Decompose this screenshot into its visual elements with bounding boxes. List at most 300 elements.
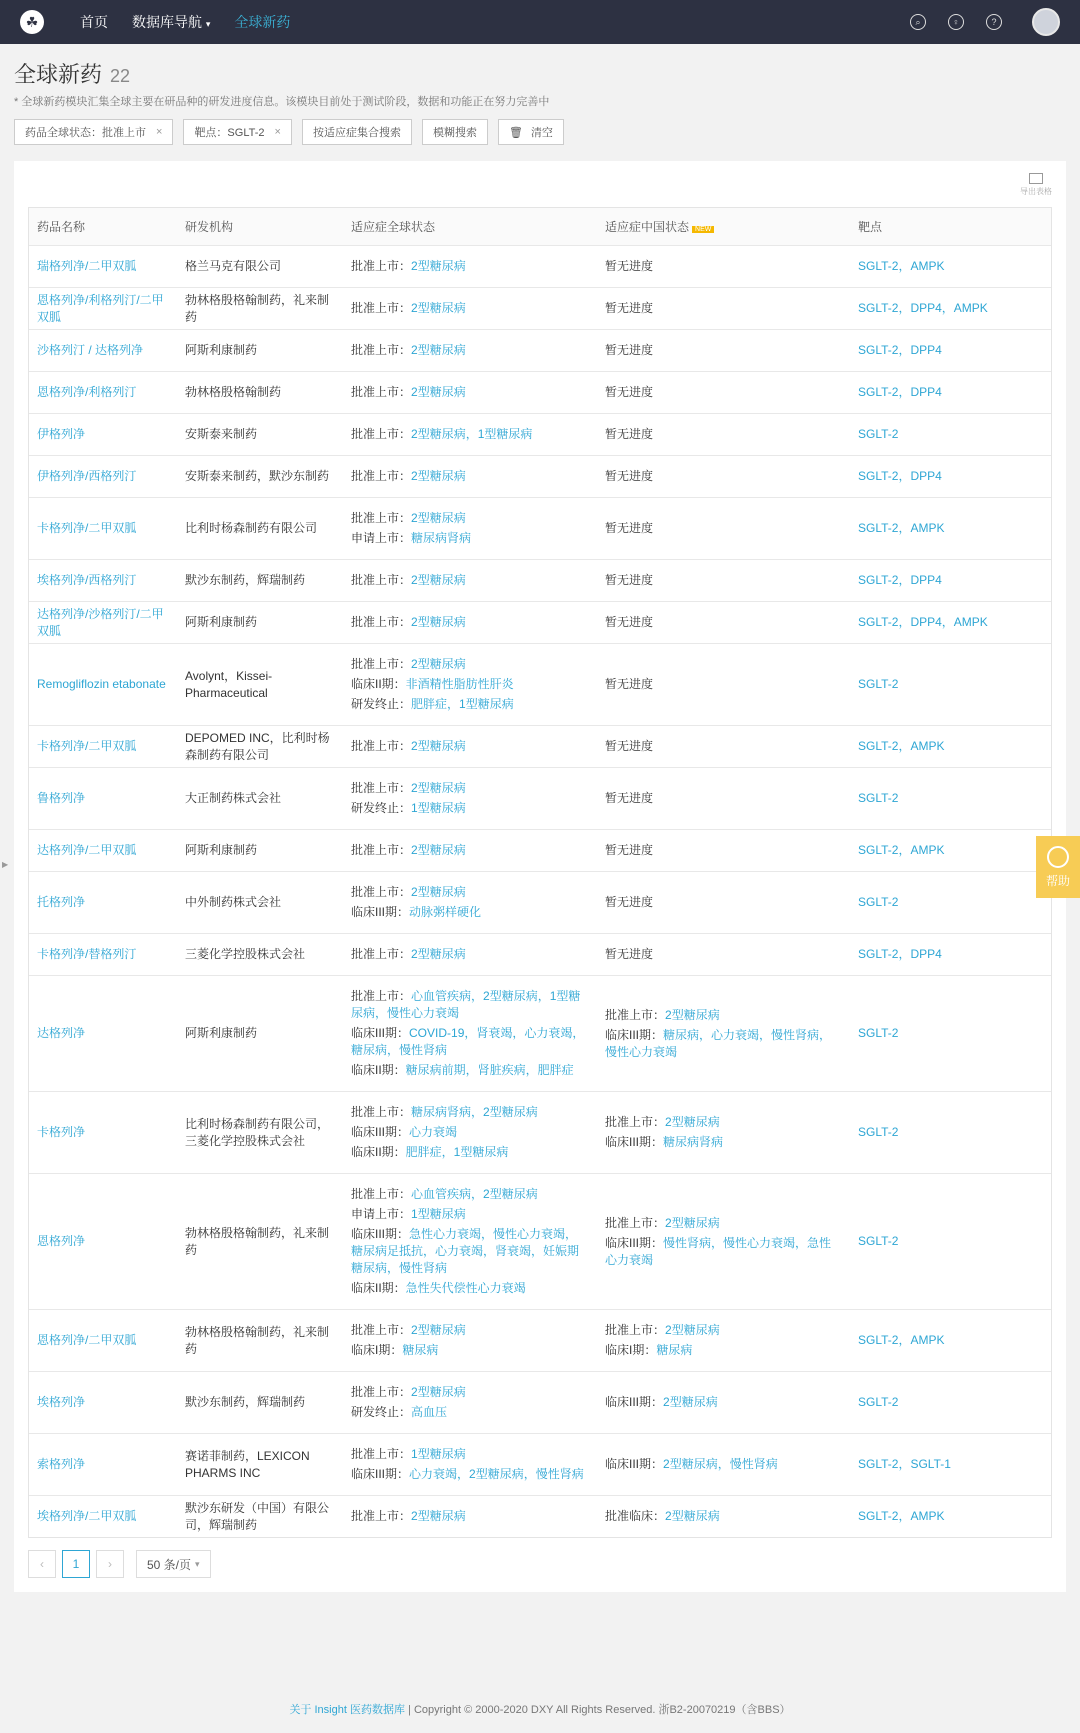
- drug-name-link[interactable]: 埃格列净/二甲双胍: [37, 1509, 137, 1523]
- org-cell: 默沙东制药，辉瑞制药: [185, 573, 306, 587]
- status-indications[interactable]: 2型糖尿病: [665, 1323, 720, 1337]
- status-indications[interactable]: 2型糖尿病: [411, 1509, 466, 1523]
- status-line: [605, 614, 842, 631]
- drug-name-link[interactable]: 卡格列净/替格列汀: [37, 947, 137, 961]
- table-row: [29, 934, 1051, 976]
- status-phase: 批准上市：: [351, 615, 412, 629]
- drug-name-cell: [29, 342, 177, 359]
- status-indications[interactable]: 1型糖尿病: [411, 1447, 466, 1461]
- status-phase: 临床I期：: [351, 1343, 403, 1357]
- help-button[interactable]: [1036, 836, 1080, 898]
- drug-name-link[interactable]: 达格列净/二甲双胍: [37, 843, 137, 857]
- china-status-cell: [597, 882, 850, 923]
- table-body: [29, 246, 1051, 1537]
- nav-home[interactable]: 首页: [80, 14, 108, 30]
- status-phase: 批准上市：: [351, 1105, 412, 1119]
- status-indications: 暂无进度: [605, 521, 654, 535]
- table-row: [29, 498, 1051, 560]
- status-phase: 批准上市：: [351, 947, 412, 961]
- status-indications[interactable]: 2型糖尿病: [411, 1323, 466, 1337]
- status-line: [351, 510, 589, 527]
- status-phase: 临床III期：: [605, 1395, 664, 1409]
- filter-chip-target[interactable]: [183, 119, 292, 145]
- drug-name-cell: [29, 946, 177, 963]
- status-phase: 批准临床：: [605, 1509, 666, 1523]
- status-indications[interactable]: 非酒精性脂肪性肝炎: [405, 677, 514, 691]
- drug-table: [28, 207, 1052, 1538]
- status-phase: 批准上市：: [351, 989, 412, 1003]
- china-status-cell: [597, 1382, 850, 1423]
- status-phase: 批准上市：: [351, 343, 412, 357]
- status-line: [351, 1062, 589, 1079]
- drug-name-link[interactable]: 埃格列净/西格列汀: [37, 573, 137, 587]
- global-status-cell: [343, 768, 597, 829]
- lightbulb-icon[interactable]: ♀: [948, 14, 964, 30]
- china-status-cell: [597, 1203, 850, 1281]
- status-indications: 暂无进度: [605, 677, 654, 691]
- drug-name-cell: [29, 1233, 177, 1250]
- target-cell[interactable]: SGLT-2，DPP4，AMPK: [858, 615, 988, 629]
- filter-chip-target-label: 靶点：SGLT-2: [194, 127, 265, 139]
- nav-global-drugs[interactable]: 全球新药: [234, 14, 291, 30]
- status-indications[interactable]: 2型糖尿病: [411, 573, 466, 587]
- page-size-select[interactable]: [136, 1550, 211, 1578]
- status-indications: 暂无进度: [605, 791, 654, 805]
- target-cell[interactable]: SGLT-2: [858, 895, 899, 909]
- avatar[interactable]: [1032, 8, 1060, 36]
- status-line: [351, 988, 589, 1022]
- target-cell[interactable]: SGLT-2，DPP4，AMPK: [858, 301, 988, 315]
- status-indications[interactable]: COVID-19，肾衰竭，心力衰竭，糖尿病，慢性肾病: [351, 1026, 585, 1057]
- status-line: [605, 300, 842, 317]
- drug-name-link[interactable]: 卡格列净: [37, 1125, 86, 1139]
- footer-about-link[interactable]: 关于 Insight 医药数据库: [289, 1704, 405, 1716]
- drug-name-link[interactable]: 索格列净: [37, 1457, 86, 1471]
- status-indications[interactable]: 2型糖尿病: [411, 615, 466, 629]
- status-indications[interactable]: 糖尿病，心力衰竭，慢性肾病，慢性心力衰竭: [605, 1027, 832, 1059]
- org-cell: 默沙东研发（中国）有限公司，辉瑞制药: [185, 1500, 330, 1532]
- status-phase: 批准上市：: [351, 427, 412, 441]
- china-status-cell: [597, 508, 850, 549]
- page-1-button[interactable]: 1: [62, 1550, 90, 1578]
- clear-label: 清空: [530, 127, 553, 139]
- status-indications[interactable]: 2型糖尿病: [411, 885, 466, 899]
- china-status-cell: [597, 414, 850, 455]
- fuzzy-search-button[interactable]: 模糊搜索: [422, 119, 488, 145]
- table-row: [29, 602, 1051, 644]
- china-status-cell: [597, 602, 850, 643]
- status-indications: 暂无进度: [605, 385, 654, 399]
- status-indications: 暂无进度: [605, 615, 654, 629]
- status-indications[interactable]: 2型糖尿病: [411, 343, 466, 357]
- status-phase: 临床III期：: [351, 1227, 410, 1241]
- target-cell[interactable]: SGLT-2: [858, 1395, 899, 1409]
- drug-name-link[interactable]: 瑞格列净/二甲双胍: [37, 259, 137, 273]
- target-cell[interactable]: SGLT-2，DPP4: [858, 343, 942, 357]
- global-status-cell: [343, 372, 597, 413]
- status-phase: 批准上市：: [351, 885, 412, 899]
- status-line: [351, 1104, 589, 1121]
- status-indications[interactable]: 2型糖尿病: [411, 469, 466, 483]
- org-cell: 阿斯利康制药: [185, 1026, 258, 1040]
- org-cell: 格兰马克有限公司: [185, 259, 282, 273]
- export-icon: [1029, 173, 1043, 184]
- global-status-cell: [343, 1496, 597, 1537]
- status-phase: 临床III期：: [351, 1125, 410, 1139]
- org-cell: 阿斯利康制药: [185, 615, 258, 629]
- drug-name-cell: [29, 1394, 177, 1411]
- global-status-cell: [343, 246, 597, 287]
- org-cell: 大正制药株式会社: [185, 791, 282, 805]
- status-line: [351, 1226, 589, 1277]
- table-header: [29, 208, 1051, 246]
- status-indications[interactable]: 心力衰竭: [409, 1125, 458, 1139]
- status-indications[interactable]: 2型糖尿病: [665, 1007, 720, 1022]
- drug-name-cell: [29, 1508, 177, 1525]
- target-cell[interactable]: SGLT-2: [858, 1125, 899, 1139]
- status-line: [351, 696, 589, 713]
- drug-name-link[interactable]: 伊格列净: [37, 427, 86, 441]
- status-line: [605, 790, 842, 807]
- status-indications[interactable]: 心血管疾病，2型糖尿病: [411, 1187, 538, 1201]
- target-cell[interactable]: SGLT-2: [858, 677, 899, 691]
- drug-name-link[interactable]: 伊格列净/西格列汀: [37, 469, 137, 483]
- global-status-cell: [343, 976, 597, 1091]
- china-status-cell: [597, 1310, 850, 1371]
- drug-name-cell: [29, 1124, 177, 1141]
- china-status-cell: [597, 778, 850, 819]
- col-china-status-label: 适应症中国状态: [605, 220, 690, 234]
- status-line: [605, 258, 842, 275]
- status-line: [351, 1206, 589, 1223]
- next-page-button[interactable]: ›: [96, 1550, 124, 1578]
- drug-name-cell: [29, 894, 177, 911]
- status-phase: 临床III期：: [605, 1457, 664, 1471]
- status-line: [605, 894, 842, 911]
- status-indications[interactable]: 糖尿病: [656, 1343, 693, 1357]
- status-phase: 批准上市：: [351, 301, 412, 315]
- table-row: [29, 1174, 1051, 1310]
- status-phase: 批准上市：: [351, 1385, 412, 1399]
- status-line: [351, 300, 589, 317]
- target-cell[interactable]: SGLT-2，AMPK: [858, 1509, 945, 1523]
- drug-name-link[interactable]: 鲁格列净: [37, 791, 86, 805]
- filter-chip-status[interactable]: [14, 119, 173, 145]
- status-indications[interactable]: 2型糖尿病: [411, 739, 466, 753]
- status-line: [351, 656, 589, 673]
- status-line: [605, 520, 842, 537]
- status-line: [351, 842, 589, 859]
- target-cell[interactable]: SGLT-2，AMPK: [858, 521, 945, 535]
- status-line: [351, 1508, 589, 1525]
- drug-name-link[interactable]: 恩格列净: [37, 1234, 86, 1248]
- chevron-down-icon: ▾: [195, 1558, 200, 1569]
- status-indications[interactable]: 2型糖尿病: [411, 1385, 466, 1399]
- col-name[interactable]: 药品名称: [37, 220, 86, 234]
- org-cell: 勃林格殷格翰制药: [185, 385, 282, 399]
- target-cell[interactable]: SGLT-2: [858, 1234, 899, 1248]
- status-indications[interactable]: 2型糖尿病: [665, 1509, 720, 1523]
- drug-name-cell: [29, 790, 177, 807]
- drug-name-cell: [29, 572, 177, 589]
- status-indications: 暂无进度: [605, 301, 654, 315]
- status-phase: 临床II期：: [351, 1281, 406, 1295]
- status-indications[interactable]: 动脉粥样硬化: [409, 905, 482, 919]
- status-line: [351, 1186, 589, 1203]
- status-indications[interactable]: 心血管疾病，2型糖尿病，1型糖尿病，慢性心力衰竭: [351, 989, 581, 1020]
- drug-name-cell: [29, 468, 177, 485]
- status-indications[interactable]: 糖尿病肾病，2型糖尿病: [411, 1105, 538, 1119]
- table-row: [29, 414, 1051, 456]
- col-target[interactable]: 靶点: [858, 220, 883, 234]
- status-line: [351, 800, 589, 817]
- status-phase: 批准上市：: [351, 1323, 412, 1337]
- indication-search-button[interactable]: 按适应症集合搜索: [302, 119, 412, 145]
- status-phase: 批准上市：: [605, 1115, 666, 1129]
- status-phase: 批准上市：: [351, 573, 412, 587]
- status-indications[interactable]: 2型糖尿病: [663, 1395, 718, 1409]
- pagination: [28, 1550, 1052, 1578]
- status-indications[interactable]: 2型糖尿病: [411, 511, 466, 525]
- drug-name-link[interactable]: 达格列净/沙格列汀/二甲双胍: [37, 606, 164, 638]
- search-icon[interactable]: ⌕: [910, 14, 926, 30]
- status-phase: 批准上市：: [351, 1509, 412, 1523]
- table-row: [29, 872, 1051, 934]
- status-indications[interactable]: 2型糖尿病: [411, 301, 466, 315]
- status-indications[interactable]: 2型糖尿病: [411, 781, 466, 795]
- target-cell[interactable]: SGLT-2，DPP4: [858, 469, 942, 483]
- help-icon[interactable]: ?: [986, 14, 1002, 30]
- china-status-cell: [597, 456, 850, 497]
- status-indications[interactable]: 慢性肾病，慢性心力衰竭，急性心力衰竭: [605, 1235, 832, 1267]
- drug-name-link[interactable]: 托格列净: [37, 895, 86, 909]
- status-indications[interactable]: 2型糖尿病: [411, 657, 466, 671]
- export-label: 导出表格: [1020, 187, 1052, 196]
- status-line: [351, 1124, 589, 1141]
- target-cell[interactable]: SGLT-2，DPP4: [858, 947, 942, 961]
- target-cell[interactable]: SGLT-2，DPP4: [858, 573, 942, 587]
- drug-name-link[interactable]: 卡格列净/二甲双胍: [37, 739, 137, 753]
- global-status-cell: [343, 1434, 597, 1495]
- global-status-cell: [343, 330, 597, 371]
- table-row: [29, 726, 1051, 768]
- global-status-cell: [343, 1372, 597, 1433]
- org-cell: DEPOMED INC，比利时杨森制药有限公司: [185, 730, 330, 762]
- status-line: [605, 1394, 842, 1411]
- status-phase: 临床III期：: [351, 1467, 410, 1481]
- status-phase: 申请上市：: [351, 531, 412, 545]
- status-phase: 临床II期：: [351, 677, 406, 691]
- status-indications[interactable]: 糖尿病肾病: [411, 531, 472, 545]
- status-line: [605, 1134, 842, 1151]
- status-indications[interactable]: 1型糖尿病: [411, 801, 466, 815]
- status-phase: 研发终止：: [351, 1405, 412, 1419]
- drug-name-link[interactable]: 恩格列净/利格列汀/二甲双胍: [37, 292, 164, 324]
- col-global-status[interactable]: 适应症全球状态: [351, 220, 436, 234]
- status-indications[interactable]: 糖尿病前期，肾脏疾病，肥胖症: [405, 1063, 574, 1077]
- org-cell: 三菱化学控股株式会社: [185, 947, 306, 961]
- global-status-cell: [343, 414, 597, 455]
- prev-page-button[interactable]: ‹: [28, 1550, 56, 1578]
- status-line: [351, 1466, 589, 1483]
- status-indications: 暂无进度: [605, 469, 654, 483]
- status-phase: 批准上市：: [351, 1187, 412, 1201]
- chevron-down-icon: ▾: [205, 19, 211, 29]
- status-line: [605, 842, 842, 859]
- status-indications[interactable]: 2型糖尿病: [665, 1215, 720, 1230]
- status-phase: 临床II期：: [351, 1145, 406, 1159]
- status-line: [351, 572, 589, 589]
- status-phase: 批准上市：: [351, 1447, 412, 1461]
- logo-icon[interactable]: ☘: [20, 10, 44, 34]
- sidebar-toggle-icon[interactable]: ▶: [2, 860, 9, 869]
- drug-name-link[interactable]: Remogliflozin etabonate: [37, 677, 166, 691]
- export-table-button[interactable]: [28, 173, 1052, 207]
- china-status-cell: [597, 1496, 850, 1537]
- target-cell[interactable]: SGLT-2，SGLT-1: [858, 1457, 951, 1471]
- china-status-cell: [597, 372, 850, 413]
- status-line: [351, 1384, 589, 1401]
- target-cell[interactable]: SGLT-2，AMPK: [858, 739, 945, 753]
- global-status-cell: [343, 1310, 597, 1371]
- status-line: [351, 780, 589, 797]
- target-cell[interactable]: SGLT-2: [858, 427, 899, 441]
- table-row: [29, 768, 1051, 830]
- status-indications: 暂无进度: [605, 739, 654, 753]
- drug-name-link[interactable]: 埃格列净: [37, 1395, 86, 1409]
- close-icon[interactable]: ×: [274, 126, 281, 138]
- table-row: [29, 644, 1051, 726]
- org-cell: 比利时杨森制药有限公司，三菱化学控股株式会社: [185, 1116, 330, 1148]
- status-indications[interactable]: 2型糖尿病: [411, 385, 466, 399]
- status-indications: 暂无进度: [605, 259, 654, 273]
- global-status-cell: [343, 644, 597, 725]
- target-cell[interactable]: SGLT-2，AMPK: [858, 1333, 945, 1347]
- clear-button[interactable]: [498, 119, 564, 145]
- status-phase: 批准上市：: [351, 469, 412, 483]
- status-indications[interactable]: 肥胖症，1型糖尿病: [405, 1145, 509, 1159]
- drug-name-cell: [29, 606, 177, 640]
- table-row: [29, 372, 1051, 414]
- status-line: [605, 1235, 842, 1269]
- status-line: [351, 904, 589, 921]
- status-line: [351, 1404, 589, 1421]
- drug-name-link[interactable]: 恩格列净/二甲双胍: [37, 1333, 137, 1347]
- drug-name-cell: [29, 384, 177, 401]
- status-line: [605, 572, 842, 589]
- drug-name-cell: [29, 1025, 177, 1042]
- col-china-status[interactable]: [597, 218, 850, 235]
- target-cell[interactable]: SGLT-2，AMPK: [858, 259, 945, 273]
- china-status-cell: [597, 1444, 850, 1485]
- status-indications[interactable]: 急性失代偿性心力衰竭: [405, 1281, 526, 1295]
- status-phase: 批准上市：: [351, 739, 412, 753]
- help-label: 帮助: [1045, 873, 1070, 888]
- status-line: [605, 946, 842, 963]
- status-line: [351, 342, 589, 359]
- org-cell: 阿斯利康制药: [185, 343, 258, 357]
- org-cell: 比利时杨森制药有限公司: [185, 521, 318, 535]
- status-indications[interactable]: 2型糖尿病: [411, 843, 466, 857]
- status-phase: 临床III期：: [351, 1026, 410, 1040]
- table-row: [29, 1310, 1051, 1372]
- drug-name-link[interactable]: 达格列净: [37, 1026, 86, 1040]
- table-row: [29, 976, 1051, 1092]
- org-cell: 勃林格殷格翰制药，礼来制药: [185, 292, 330, 324]
- status-phase: 批准上市：: [605, 1215, 666, 1230]
- page-subtitle: * 全球新药模块汇集全球主要在研品种的研发进度信息。该模块目前处于测试阶段，数据和功能正在努力完善中: [14, 96, 550, 108]
- status-indications[interactable]: 高血压: [411, 1405, 448, 1419]
- new-badge: NEW: [692, 226, 714, 233]
- global-status-cell: [343, 872, 597, 933]
- status-phase: 申请上市：: [351, 1207, 412, 1221]
- close-icon[interactable]: ×: [156, 126, 163, 138]
- status-indications: 暂无进度: [605, 343, 654, 357]
- org-cell: 默沙东制药，辉瑞制药: [185, 1395, 306, 1409]
- org-cell: 勃林格殷格翰制药，礼来制药: [185, 1225, 330, 1257]
- global-status-cell: [343, 560, 597, 601]
- status-indications: 暂无进度: [605, 947, 654, 961]
- org-cell: 安斯泰来制药，默沙东制药: [185, 469, 330, 483]
- org-cell: 安斯泰来制药: [185, 427, 258, 441]
- status-indications[interactable]: 2型糖尿病，1型糖尿病: [411, 427, 533, 441]
- drug-name-link[interactable]: 恩格列净/利格列汀: [37, 385, 137, 399]
- status-phase: 批准上市：: [351, 385, 412, 399]
- col-org[interactable]: 研发机构: [185, 220, 234, 234]
- status-indications[interactable]: 2型糖尿病: [411, 259, 466, 273]
- global-status-cell: [343, 498, 597, 559]
- status-phase: 临床II期：: [351, 1063, 406, 1077]
- drug-name-cell: [29, 292, 177, 326]
- result-count: 22: [110, 66, 131, 86]
- status-indications[interactable]: 1型糖尿病: [411, 1207, 466, 1221]
- status-indications[interactable]: 急性心力衰竭，慢性心力衰竭，糖尿病足抵抗，心力衰竭，肾衰竭，妊娠期糖尿病，慢性肾病: [351, 1227, 580, 1275]
- china-status-cell: [597, 246, 850, 287]
- table-row: [29, 1092, 1051, 1174]
- footer-copyright: | Copyright © 2000-2020 DXY All Rights Reserved. 浙B2-20070219（含BBS）: [404, 1704, 791, 1716]
- drug-name-link[interactable]: 沙格列汀 / 达格列净: [37, 343, 144, 357]
- status-line: [351, 614, 589, 631]
- status-indications: 暂无进度: [605, 427, 654, 441]
- status-indications[interactable]: 肥胖症，1型糖尿病: [411, 697, 514, 711]
- status-indications[interactable]: 2型糖尿病: [665, 1115, 720, 1129]
- target-cell[interactable]: SGLT-2，AMPK: [858, 843, 945, 857]
- global-status-cell: [343, 602, 597, 643]
- target-cell[interactable]: SGLT-2，DPP4: [858, 385, 942, 399]
- target-cell[interactable]: SGLT-2: [858, 1026, 899, 1040]
- status-line: [351, 258, 589, 275]
- drug-name-cell: [29, 842, 177, 859]
- nav-db-nav[interactable]: [132, 12, 210, 32]
- status-line: [351, 384, 589, 401]
- status-line: [351, 1342, 589, 1359]
- status-line: [351, 468, 589, 485]
- status-line: [351, 738, 589, 755]
- target-cell[interactable]: SGLT-2: [858, 791, 899, 805]
- status-line: [351, 1025, 589, 1059]
- status-line: [605, 1114, 842, 1131]
- status-indications[interactable]: 心力衰竭，2型糖尿病，慢性肾病: [409, 1467, 584, 1481]
- status-indications: 暂无进度: [605, 895, 654, 909]
- drug-name-cell: [29, 1456, 177, 1473]
- filter-chip-status-label: 药品全球状态：批准上市: [25, 127, 146, 139]
- status-indications[interactable]: 2型糖尿病: [411, 947, 466, 961]
- table-row: [29, 1372, 1051, 1434]
- status-indications[interactable]: 糖尿病肾病: [663, 1135, 724, 1149]
- status-indications[interactable]: 2型糖尿病，慢性肾病: [663, 1457, 778, 1471]
- drug-name-link[interactable]: 卡格列净/二甲双胍: [37, 521, 137, 535]
- status-indications[interactable]: 糖尿病: [402, 1343, 439, 1357]
